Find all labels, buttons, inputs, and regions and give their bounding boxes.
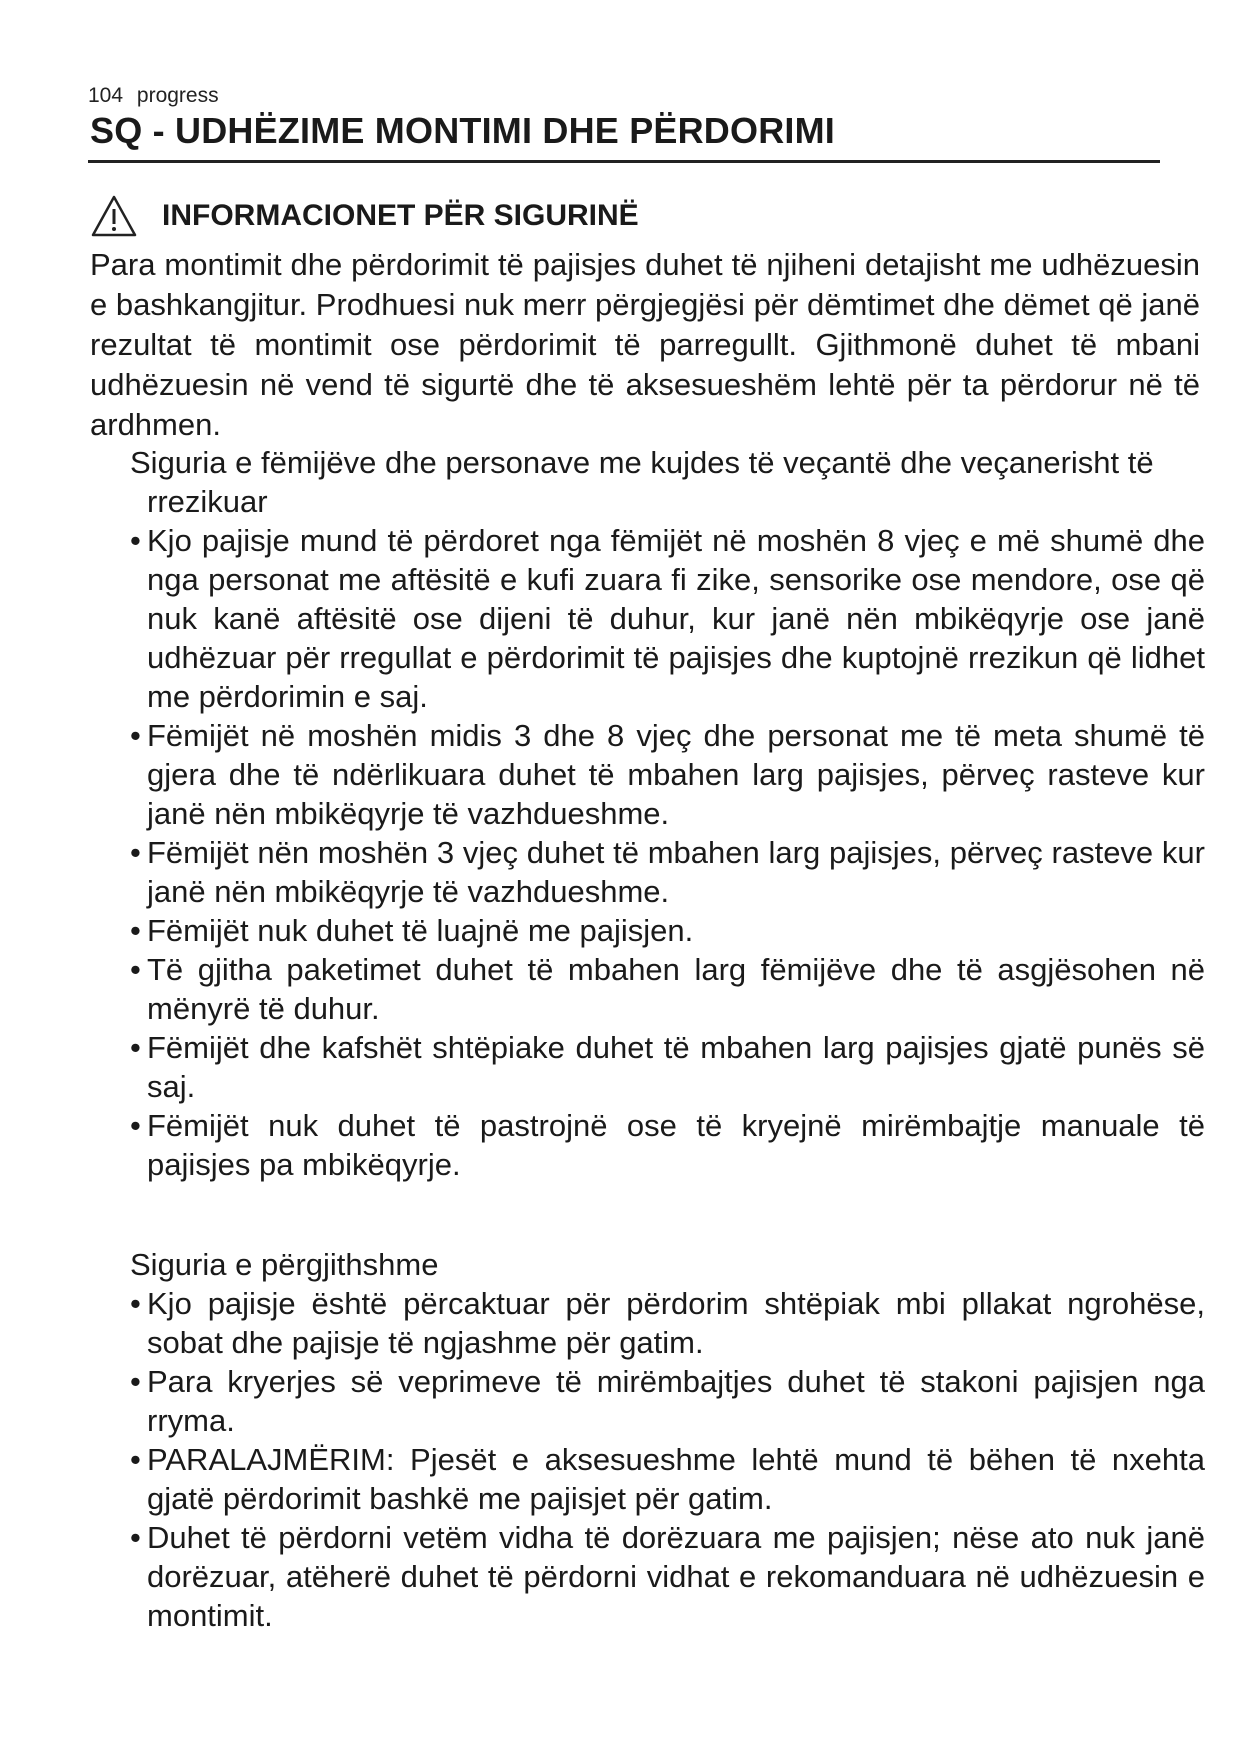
bullet-icon: • xyxy=(130,1030,141,1065)
list-item: • Fëmijët në moshën midis 3 dhe 8 vjeç dhe personat me të meta shumë të gjera dhe të ndërlikuara duhet të mbahen larg pajisjes, përveç rasteve kur janë nën mbikëqyrje të vazhdueshme. xyxy=(130,718,1205,831)
list-item: • Fëmijët nuk duhet të pastrojnë ose të kryejnë mirëmbajtje manuale të pajisjes pa mbikëqyrje. xyxy=(130,1108,1205,1182)
general-safety-list xyxy=(130,1284,1205,1635)
list-item: • Fëmijët nën moshën 3 vjeç duhet të mbahen larg pajisjes, përveç rasteve kur janë nën mbikëqyrje të vazhdueshme. xyxy=(130,835,1205,909)
list-item: • Kjo pajisje mund të përdoret nga fëmijët në moshën 8 vjeç e më shumë dhe nga personat me aftësitë e kufi zuara fi zike, sensorike ose mendore, ose që nuk kanë aftësitë ose dijeni të duhur, kur janë nën mbikëqyrje ose janë udhëzuar për rregullat e përdorimit të pajisjes dhe kuptojnë rrezikun që lidhet me përdorimin e saj. xyxy=(130,523,1205,714)
page-header xyxy=(88,84,219,108)
bullet-icon: • xyxy=(130,1442,141,1477)
page-number: 104 xyxy=(88,84,124,107)
children-safety-heading: Siguria e fëmijëve dhe personave me kujdes të veçantë dhe veçanerisht të rrezikuar xyxy=(130,445,1154,519)
safety-heading-row xyxy=(90,190,639,242)
general-safety-heading: Siguria e përgjithshme xyxy=(130,1247,439,1282)
list-item: • Fëmijët nuk duhet të luajnë me pajisjen. xyxy=(130,913,694,948)
document-title: SQ - UDHËZIME MONTIMI DHE PËRDORIMI xyxy=(90,110,835,151)
list-item: • Duhet të përdorni vetëm vidha të dorëzuara me pajisjen; nëse ato nuk janë dorëzuar, atëherë duhet të përdorni vidhat e rekomanduara në udhëzuesin e montimit. xyxy=(130,1520,1205,1633)
children-safety-section xyxy=(130,443,1205,1184)
list-item: • Kjo pajisje është përcaktuar për përdorim shtëpiak mbi pllakat ngrohëse, sobat dhe pajisje të ngjashme për gatim. xyxy=(130,1286,1205,1360)
list-item: • Fëmijët dhe kafshët shtëpiake duhet të mbahen larg pajisjes gjatë punës së saj. xyxy=(130,1030,1205,1104)
warning-triangle-icon xyxy=(90,194,138,238)
bullet-icon: • xyxy=(130,913,141,948)
list-item: • PARALAJMËRIM: Pjesët e aksesueshme lehtë mund të bëhen të nxehta gjatë përdorimit bashkë me pajisjet për gatim. xyxy=(130,1442,1205,1516)
children-safety-list xyxy=(130,521,1205,1184)
bullet-icon: • xyxy=(130,523,141,558)
brand-name: progress xyxy=(136,84,219,107)
bullet-icon: • xyxy=(130,1108,141,1143)
bullet-icon: • xyxy=(130,952,141,987)
bullet-icon: • xyxy=(130,1286,141,1321)
bullet-icon: • xyxy=(130,1520,141,1555)
safety-intro-paragraph: Para montimit dhe përdorimit të pajisjes duhet të njiheni detajisht me udhëzuesin e bashkangjitur. Prodhuesi nuk merr përgjegjësi për dëmtimet dhe dëmet që janë rezultat të montimit ose përdorimit të parregullt. Gjithmonë duhet të mbani udhëzuesin në vend të sigurtë dhe të aksesueshëm lehtë për ta përdorur në të ardhmen. xyxy=(90,247,1200,442)
title-divider xyxy=(88,160,1160,163)
bullet-icon: • xyxy=(130,718,141,753)
list-item: • Të gjitha paketimet duhet të mbahen larg fëmijëve dhe të asgjësohen në mënyrë të duhur. xyxy=(130,952,1205,1026)
bullet-icon: • xyxy=(130,1364,141,1399)
list-item: • Para kryerjes së veprimeve të mirëmbajtjes duhet të stakoni pajisjen nga rryma. xyxy=(130,1364,1205,1438)
general-safety-section xyxy=(130,1245,1205,1635)
bullet-icon: • xyxy=(130,835,141,870)
safety-heading: INFORMACIONET PËR SIGURINË xyxy=(162,199,639,232)
